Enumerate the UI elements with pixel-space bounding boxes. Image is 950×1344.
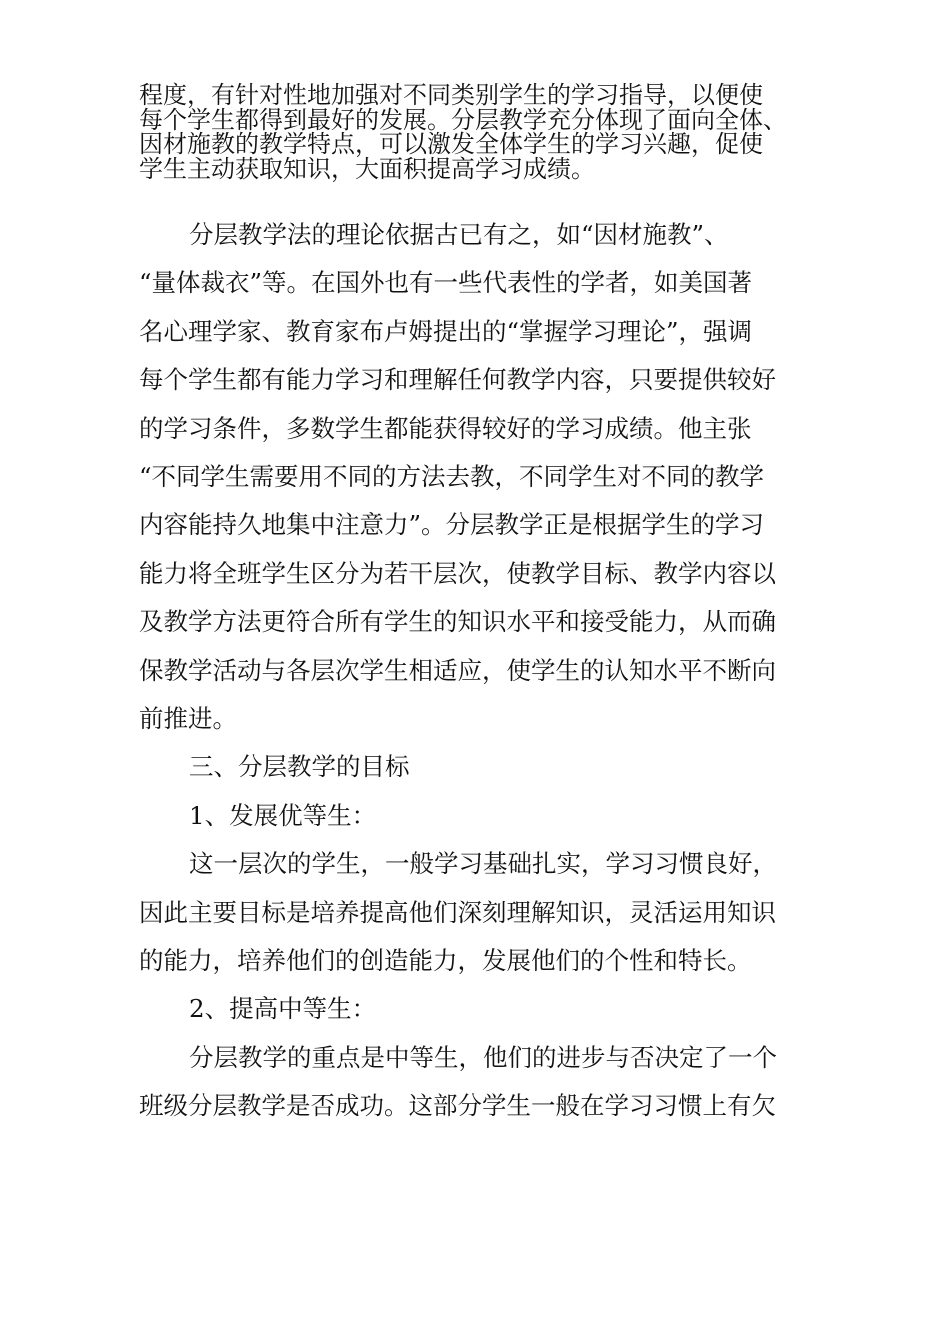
document-body xyxy=(139,211,829,1131)
text-line: 每个学生都有能力学习和理解任何教学内容，只要提供较好 xyxy=(139,365,776,395)
text-line: 的能力，培养他们的创造能力，发展他们的个性和特长。 xyxy=(139,946,752,976)
text-line: 及教学方法更符合所有学生的知识水平和接受能力，从而确 xyxy=(139,607,776,637)
text-line: 分层教学的重点是中等生，他们的进步与否决定了一个 xyxy=(189,1042,777,1072)
text-line: 因材施教的教学特点，可以激发全体学生的学习兴趣，促使 xyxy=(139,130,763,158)
paragraph-top-students xyxy=(139,840,829,985)
subsection-heading-1: 1、发展优等生： xyxy=(189,800,377,830)
text-line: 前推进。 xyxy=(139,703,237,733)
section-heading: 三、分层教学的目标 xyxy=(189,752,410,782)
text-line: 内容能持久地集中注意力”。分层教学正是根据学生的学习 xyxy=(139,510,765,540)
text-line: 分层教学法的理论依据古已有之，如“因材施教”、 xyxy=(189,220,729,249)
text-line: “量体裁衣”等。在国外也有一些代表性的学者，如美国著 xyxy=(139,268,753,298)
paragraph-middle-students xyxy=(139,1034,829,1131)
paragraph-theory xyxy=(139,211,829,743)
paragraph-intro xyxy=(139,83,839,181)
text-line: 名心理学家、教育家布卢姆提出的“掌握学习理论”，强调 xyxy=(139,316,753,346)
text-line: 这一层次的学生，一般学习基础扎实，学习习惯良好， xyxy=(189,849,777,879)
text-line: 因此主要目标是培养提高他们深刻理解知识，灵活运用知识 xyxy=(139,897,776,927)
text-line: 保教学活动与各层次学生相适应，使学生的认知水平不断向 xyxy=(139,655,776,685)
text-line: 能力将全班学生区分为若干层次，使教学目标、教学内容以 xyxy=(139,558,776,588)
text-line: 班级分层教学是否成功。这部分学生一般在学习习惯上有欠 xyxy=(139,1091,776,1121)
text-line: 每个学生都得到最好的发展。分层教学充分体现了面向全体、 xyxy=(139,105,787,134)
subsection-heading-2: 2、提高中等生： xyxy=(189,994,377,1024)
text-line: 学生主动获取知识，大面积提高学习成绩。 xyxy=(139,154,595,183)
text-line: 程度，有针对性地加强对不同类别学生的学习指导，以便使 xyxy=(139,81,763,109)
text-line: “不同学生需要用不同的方法去教，不同学生对不同的教学 xyxy=(139,461,765,491)
text-line: 的学习条件，多数学生都能获得较好的学习成绩。他主张 xyxy=(139,413,752,443)
